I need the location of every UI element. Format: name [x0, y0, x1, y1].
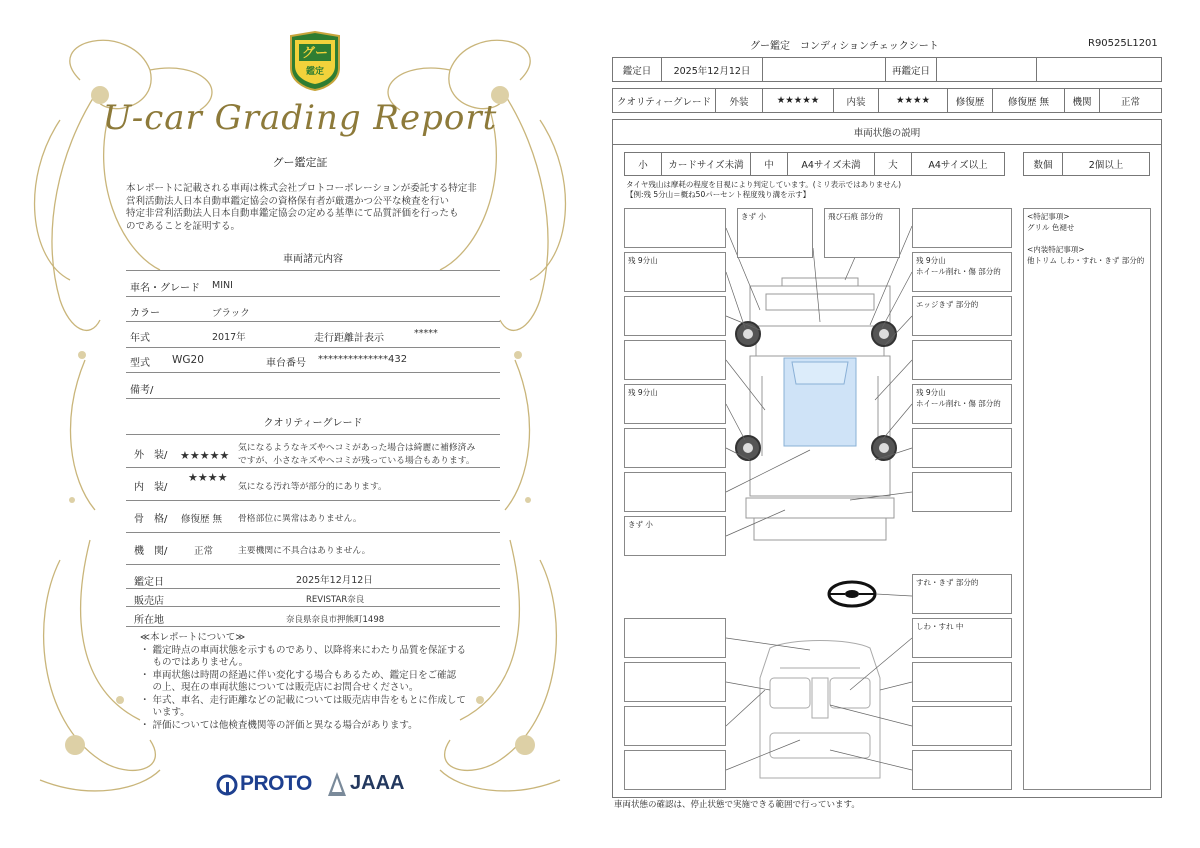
damage-box-tire-rear-right: 残 9分山 ホイール削れ・傷 部分的 [912, 384, 1012, 424]
statement-line: 本レポートに記載される車両は株式会社プロトコーポレーションが委託する特定非 [126, 183, 477, 194]
damage-box [624, 208, 726, 248]
divider [126, 500, 500, 501]
color-value: ブラック [212, 308, 250, 319]
divider [126, 626, 500, 627]
damage-box-tire-rear-left: 残 9分山 [624, 384, 726, 424]
car-name-label: 車名・グレード [130, 283, 200, 294]
repair-history-value: 修復歴 無 [992, 88, 1065, 113]
car-name-value: MINI [212, 280, 233, 291]
proto-logo-icon [216, 774, 238, 796]
certificate-subtitle: グー鑑定証 [272, 156, 328, 169]
engine-value: 正常 [1099, 88, 1162, 113]
model-value: WG20 [172, 354, 204, 366]
model-label: 型式 [130, 358, 150, 369]
exterior-label: 外装 [715, 88, 763, 113]
statement-line: のであることを証明する。 [126, 220, 241, 232]
damage-box-front-2: きず 小 [737, 208, 813, 258]
tire-note-2: 【例:残 5分山＝概ね50パーセント程度残り溝を示す】 [626, 190, 811, 199]
divider [126, 532, 500, 533]
exterior-grade: ★★★★★ [180, 449, 230, 462]
engine-grade: 正常 [194, 546, 214, 557]
repair-history-label: 修復歴 [947, 88, 993, 113]
statement-line: 営利活動法人日本自動車鑑定協会の資格保有者が厳選かつ公平な検査を行い [126, 195, 450, 207]
divider [126, 296, 500, 297]
sheet-title: グー鑑定 コンディションチェックシート [750, 41, 939, 52]
jaaa-logo: JAAA [350, 772, 405, 794]
note-line: ものではありません。 [140, 657, 249, 668]
frame-grade: 修復歴 無 [181, 514, 223, 525]
engine-label: 機関 [1064, 88, 1100, 113]
divider [126, 321, 500, 322]
size-medium-desc: A4サイズ未満 [787, 152, 875, 176]
interior-comment: 気になる汚れ等が部分的にあります。 [238, 482, 387, 492]
interior-grade: ★★★★ [878, 88, 948, 113]
exterior-grade: ★★★★★ [762, 88, 834, 113]
size-large-desc: A4サイズ以上 [911, 152, 1005, 176]
appraisal-date-value: 2025年12月12日 [661, 57, 763, 82]
note-line: います。 [140, 707, 190, 718]
engine-comment: 主要機関に不具合はありません。 [238, 546, 371, 556]
address-label: 所在地 [134, 615, 164, 626]
divider [126, 467, 500, 468]
damage-box [912, 340, 1012, 380]
divider [126, 347, 500, 348]
engine-label: 機 関/ [134, 546, 168, 557]
damage-box-front-3: 飛び石痕 部分的 [824, 208, 900, 258]
mileage-value: ***** [414, 328, 438, 339]
damage-box [624, 750, 726, 790]
goo-appraisal-badge [287, 30, 343, 92]
note-line: ・ 車両状態は時間の経過に伴い変化する場合もあるため、鑑定日をご確認 [140, 670, 457, 681]
quality-section-title: クオリティーグレード [263, 418, 363, 429]
exterior-comment-2: ですが、小さなキズやヘコミが残っている場合もあります。 [238, 456, 475, 466]
condition-check-sheet [600, 0, 1200, 848]
jaaa-logo-icon [326, 770, 348, 798]
damage-box [624, 296, 726, 336]
appraisal-date-label: 鑑定日 [612, 57, 662, 82]
interior-label: 内 装/ [134, 482, 168, 493]
note-line: ・ 鑑定時点の車両状態を示すものであり、以降将来にわたり品質を保証する [140, 645, 467, 656]
divider [126, 372, 500, 373]
proto-logo: PROTO [240, 772, 312, 795]
frame-label: 骨 格/ [134, 514, 168, 525]
interior-label: 内装 [833, 88, 879, 113]
report-script-title: U-car Grading Report [102, 98, 498, 138]
note-line: の上、現在の車両状態については販売店にお問合せください。 [140, 682, 419, 693]
statement-line: 特定非営利活動法人日本自動車鑑定協会の定める基準にて品質評価を行ったも [126, 208, 459, 219]
count-label: 数個 [1023, 152, 1063, 176]
mileage-label: 走行距離計表示 [314, 333, 384, 344]
note-line: ・ 評価については他検査機関等の評価と異なる場合があります。 [140, 720, 418, 731]
remarks-label: 備考/ [130, 385, 154, 396]
damage-box-right-edge: エッジきず 部分的 [912, 296, 1012, 336]
chassis-value: **************432 [318, 354, 408, 365]
damage-box [624, 662, 726, 702]
certificate-statement [126, 183, 496, 233]
damage-box [912, 208, 1012, 248]
damage-box-tire-front-right: 残 9分山 ホイール削れ・傷 部分的 [912, 252, 1012, 292]
damage-box [624, 618, 726, 658]
svg-text:グー: グー [301, 46, 329, 61]
address-value: 奈良県奈良市押熊町1498 [286, 615, 385, 625]
sheet-code: R90525L1201 [1088, 38, 1158, 49]
size-small-desc: カードサイズ未満 [661, 152, 751, 176]
special-notes-box: <特記事項> グリル 色褪せ <内装特記事項> 他トリム しわ・すれ・きず 部分的 [1023, 208, 1151, 790]
divider [126, 606, 500, 607]
damage-box-left-rear: きず 小 [624, 516, 726, 556]
dealer-label: 販売店 [134, 596, 164, 607]
count-value: 2個以上 [1062, 152, 1150, 176]
tire-note-1: タイヤ残山は摩耗の程度を目視により判定しています。(ミリ表示ではありません) [626, 180, 902, 189]
divider [126, 270, 500, 271]
sheet-footer-note: 車両状態の確認は、停止状態で実施できる範囲で行っています。 [614, 800, 860, 810]
damage-box [912, 662, 1012, 702]
damage-box [624, 340, 726, 380]
size-medium-label: 中 [750, 152, 788, 176]
damage-box [912, 706, 1012, 746]
dealer-value: REVISTAR奈良 [306, 595, 365, 605]
damage-box [624, 428, 726, 468]
appraisal-date-label: 鑑定日 [134, 577, 164, 588]
damage-box [624, 472, 726, 512]
size-large-label: 大 [874, 152, 912, 176]
color-label: カラー [130, 308, 160, 319]
svg-text:鑑定: 鑑定 [305, 67, 325, 77]
damage-box [912, 428, 1012, 468]
damage-box-tire-front-left: 残 9分山 [624, 252, 726, 292]
interior-grade: ★★★★ [188, 471, 228, 484]
reappraisal-date-label: 再鑑定日 [885, 57, 937, 82]
divider [126, 398, 500, 399]
chassis-label: 車台番号 [266, 358, 306, 369]
damage-box [624, 706, 726, 746]
size-small-label: 小 [624, 152, 662, 176]
divider [126, 588, 500, 589]
appraisal-date-value: 2025年12月12日 [296, 575, 373, 586]
year-label: 年式 [130, 333, 150, 344]
exterior-comment-1: 気になるようなキズやヘコミがあった場合は綺麗に補修済み [238, 443, 476, 453]
quality-grade-label: クオリティーグレード [612, 88, 716, 113]
divider [126, 564, 500, 565]
damage-box-interior-right: しわ・すれ 中 [912, 618, 1012, 658]
condition-section-title: 車両状態の説明 [612, 119, 1162, 145]
spec-section-title: 車両諸元内容 [283, 254, 343, 265]
damage-box [912, 750, 1012, 790]
note-line: ・ 年式、車名、走行距離などの記載については販売店申告をもとに作成して [140, 695, 466, 706]
year-value: 2017年 [212, 332, 246, 343]
divider [126, 434, 500, 435]
damage-box-steering: すれ・きず 部分的 [912, 574, 1012, 614]
damage-box [912, 472, 1012, 512]
notes-title: ≪本レポートについて≫ [140, 632, 246, 643]
frame-comment: 骨格部位に異常はありません。 [238, 514, 362, 524]
exterior-label: 外 装/ [134, 450, 168, 461]
